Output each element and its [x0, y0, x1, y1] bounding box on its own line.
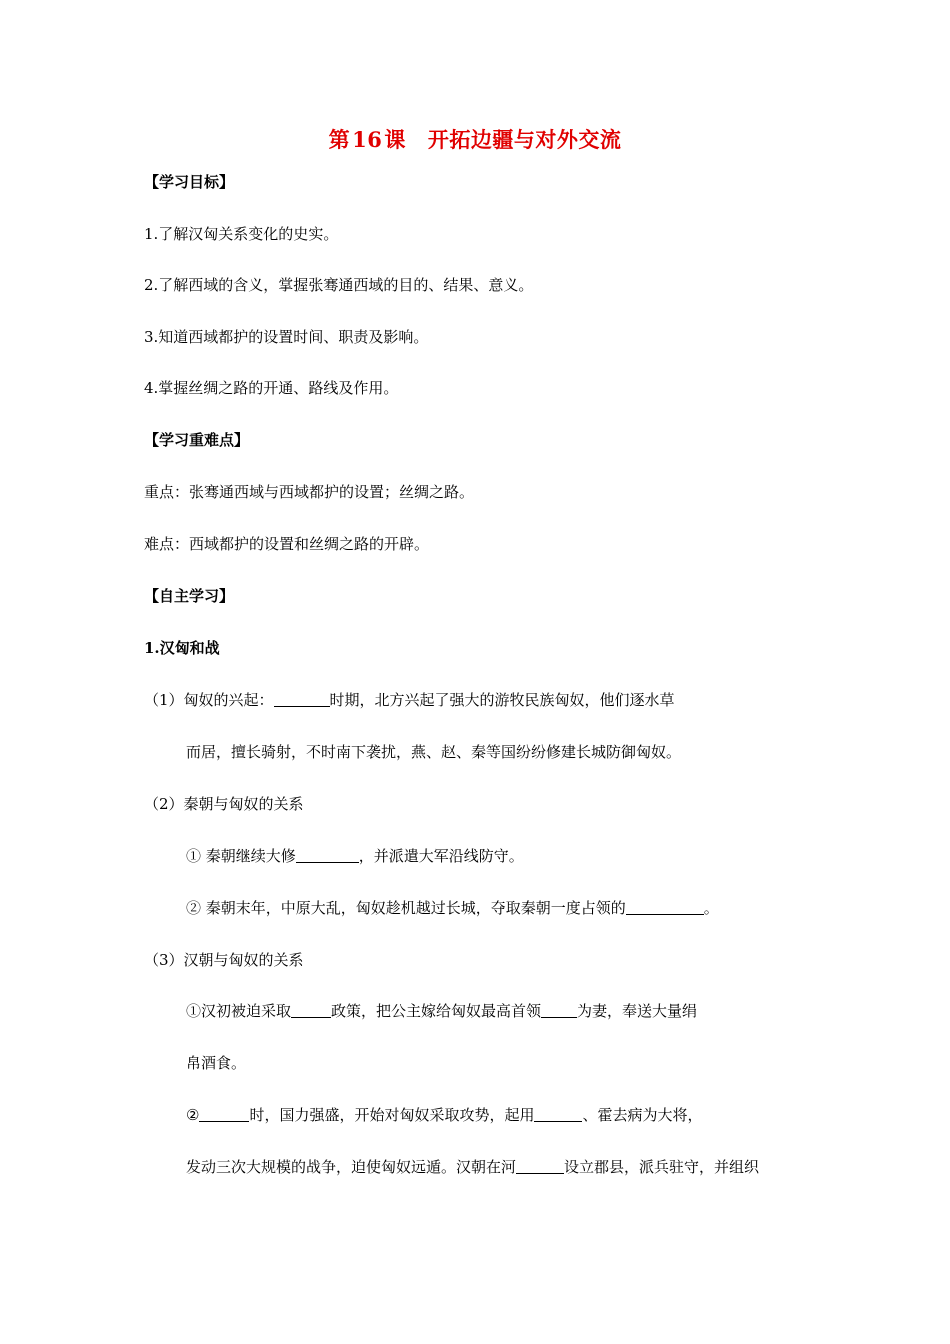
title-name: 开拓边疆与对外交流: [427, 127, 622, 152]
answer-blank[interactable]: [291, 1002, 331, 1018]
question-2: （2）秦朝与匈奴的关系: [144, 795, 304, 813]
title-lesson: 课: [384, 127, 406, 152]
question-text: ① 秦朝继续大修: [186, 847, 296, 865]
answer-blank[interactable]: [626, 899, 704, 915]
question-text: ，并派遣大军沿线防守。: [358, 847, 524, 865]
question-2-2: [186, 898, 719, 918]
question-text: ② 秦朝末年，中原大乱，匈奴趁机越过长城，夺取秦朝一度占领的: [186, 899, 626, 917]
difficult-points: 难点：西域都护的设置和丝绸之路的开辟。: [144, 535, 430, 553]
goal-item: 1.了解汉匈关系变化的史实。: [144, 225, 339, 243]
question-text: 为妻，奉送大量绢: [577, 1002, 698, 1020]
lesson-title: [0, 124, 950, 154]
question-1: [144, 690, 675, 710]
question-text: ②: [186, 1106, 200, 1124]
question-text: （1）匈奴的兴起：: [144, 691, 274, 709]
goal-item: 2.了解西域的含义，掌握张骞通西域的目的、结果、意义。: [144, 276, 534, 294]
question-text: 。: [703, 899, 719, 917]
question-1-cont: 而居，擅长骑射，不时南下袭扰，燕、赵、秦等国纷纷修建长城防御匈奴。: [186, 743, 682, 761]
self-study-heading: 【自主学习】: [144, 587, 235, 605]
title-number: 16: [352, 127, 383, 152]
goal-item: 3.知道西域都护的设置时间、职责及影响。: [144, 328, 429, 346]
question-text: ①汉初被迫采取: [186, 1002, 292, 1020]
goals-heading: 【学习目标】: [144, 173, 235, 191]
answer-blank[interactable]: [274, 691, 330, 707]
question-text: 发动三次大规模的战争，迫使匈奴远遁。汉朝在河: [186, 1158, 517, 1176]
question-3-2: [186, 1105, 702, 1125]
answer-blank[interactable]: [296, 847, 359, 863]
question-text: 时期，北方兴起了强大的游牧民族匈奴，他们逐水草: [329, 691, 675, 709]
question-3: （3）汉朝与匈奴的关系: [144, 951, 304, 969]
key-heading: 【学习重难点】: [144, 431, 250, 449]
question-3-2-cont: [186, 1157, 759, 1177]
goal-item: 4.掌握丝绸之路的开通、路线及作用。: [144, 379, 399, 397]
question-text: 政策，把公主嫁给匈奴最高首领: [331, 1002, 542, 1020]
answer-blank[interactable]: [516, 1158, 564, 1174]
title-prefix: 第: [328, 127, 351, 152]
key-points: 重点：张骞通西域与西域都护的设置；丝绸之路。: [144, 483, 475, 501]
question-3-1: [186, 1001, 697, 1021]
answer-blank[interactable]: [541, 1002, 577, 1018]
question-3-1-cont: 帛酒食。: [186, 1054, 247, 1072]
answer-blank[interactable]: [534, 1106, 582, 1122]
topic-heading: 1.汉匈和战: [144, 639, 220, 657]
question-text: 设立郡县，派兵驻守，并组织: [564, 1158, 760, 1176]
question-text: 、霍去病为大将，: [582, 1106, 703, 1124]
question-2-1: [186, 846, 524, 866]
question-text: 时，国力强盛，开始对匈奴采取攻势，起用: [249, 1106, 535, 1124]
answer-blank[interactable]: [199, 1106, 249, 1122]
